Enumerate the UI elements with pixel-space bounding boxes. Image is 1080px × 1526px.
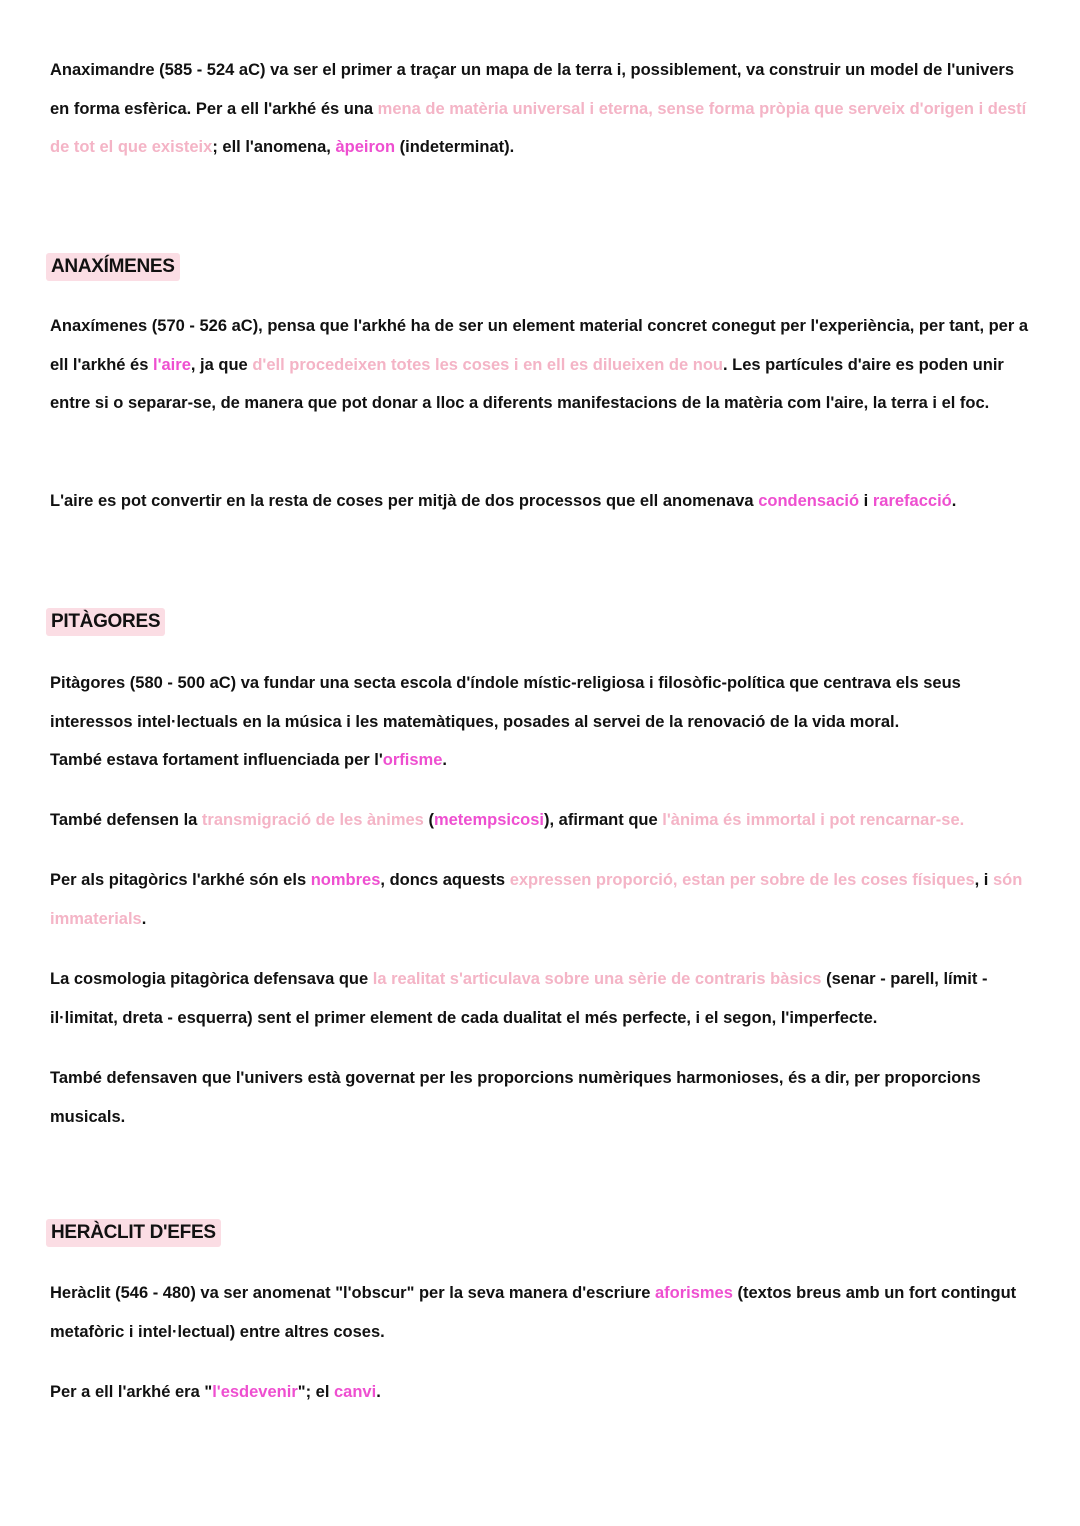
key-term: aforismes <box>654 1284 733 1302</box>
text: , i <box>974 871 993 889</box>
paragraph <box>50 307 1035 423</box>
paragraph <box>50 482 1035 521</box>
text: Per a ell l'arkhé era " <box>50 1383 213 1401</box>
highlighted-phrase: l'ànima és immortal i pot rencarnar-se. <box>662 811 965 829</box>
highlighted-phrase: la realitat s'articulava sobre una sèrie de contraris bàsics <box>372 970 822 988</box>
text: (indeterminat). <box>395 138 515 156</box>
text: ; ell l'anomena, <box>212 138 336 156</box>
paragraph <box>50 51 1035 167</box>
paragraph <box>50 801 1035 840</box>
text: Heràclit (546 - 480) va ser anomenat "l'obscur" per la seva manera d'escriure <box>50 1284 655 1302</box>
highlighted-phrase: mena de matèria universal i eterna, sense forma pròpia que serveix d'origen i destí de tot el que existeix <box>50 99 1027 156</box>
text: . <box>951 492 957 510</box>
text: Anaximandre (585 - 524 aC) va ser el primer a traçar un mapa de la terra i, possiblement, va construir un model de l'univers en forma esfèrica. Per a ell l'arkhé és una <box>50 61 1015 118</box>
paragraph <box>50 1274 1035 1351</box>
text: La cosmologia pitagòrica defensava que <box>50 970 373 988</box>
text: , ja que <box>190 355 253 374</box>
text: També defensen la <box>50 811 202 829</box>
section-heading: ANAXÍMENES <box>46 253 180 281</box>
highlighted-phrase: d'ell procedeixen totes les coses i en ell es dilueixen de nou <box>252 355 723 374</box>
key-term: rarefacció <box>872 492 952 510</box>
paragraph <box>50 861 1035 938</box>
text: També estava fortament influenciada per l' <box>50 751 383 769</box>
text: ), afirmant que <box>544 811 663 829</box>
text: . <box>442 751 447 769</box>
key-term: nombres <box>310 871 381 889</box>
text: , doncs aquests <box>380 871 510 889</box>
paragraph <box>50 1059 1035 1136</box>
text: . <box>141 909 147 928</box>
text: . <box>376 1383 381 1401</box>
text: Pitàgores (580 - 500 aC) va fundar una secta escola d'índole místic-religiosa i filosòfic-política que centrava els seus interessos intel·lectuals en la música i les matemàtiques, posades al servei de la renovació de la vida moral. <box>50 674 961 731</box>
text: i <box>859 492 873 510</box>
highlighted-phrase: expressen proporció, estan per sobre de les coses físiques <box>509 871 975 889</box>
paragraph <box>50 1373 1035 1412</box>
key-term: metempsicosi <box>433 811 544 829</box>
text: Anaxímenes (570 - 526 aC), pensa que l'arkhé ha de ser un element material concret conegut per l'experiència, per tant, per a ell l'arkhé és <box>50 317 1029 374</box>
key-term: condensació <box>758 492 860 510</box>
text: "; el <box>297 1383 334 1401</box>
text: . Les partícules d'aire es poden unir entre si o separar-se, de manera que pot donar a lloc a diferents manifestacions de la matèria com l'aire, la terra i el foc. <box>50 355 1004 412</box>
text: L'aire es pot convertir en la resta de coses per mitjà de dos processos que ell anomenava <box>50 492 759 510</box>
section-heading: PITÀGORES <box>46 608 165 636</box>
key-term: orfisme <box>382 751 443 769</box>
text: (textos breus amb un fort contingut metafòric i intel·lectual) entre altres coses. <box>50 1284 1017 1341</box>
key-term: l'aire <box>153 355 191 374</box>
text: També defensaven que l'univers està governat per les proporcions numèriques harmonioses, és a dir, per proporcions musicals. <box>50 1069 981 1126</box>
section-heading: HERÀCLIT D'EFES <box>46 1219 221 1247</box>
text: Per als pitagòrics l'arkhé són els <box>50 871 311 889</box>
highlighted-phrase: són immaterials <box>50 871 1023 928</box>
key-term: l'esdevenir <box>212 1383 298 1401</box>
paragraph <box>50 664 1035 780</box>
text: (senar - parell, límit - il·limitat, dreta - esquerra) sent el primer element de cada dualitat el més perfecte, i el segon, l'imperfecte. <box>50 970 988 1027</box>
key-term: àpeiron <box>335 138 396 156</box>
text: ( <box>423 811 434 829</box>
highlighted-phrase: transmigració de les ànimes <box>201 811 424 829</box>
key-term: canvi <box>334 1383 377 1401</box>
paragraph <box>50 960 1035 1037</box>
